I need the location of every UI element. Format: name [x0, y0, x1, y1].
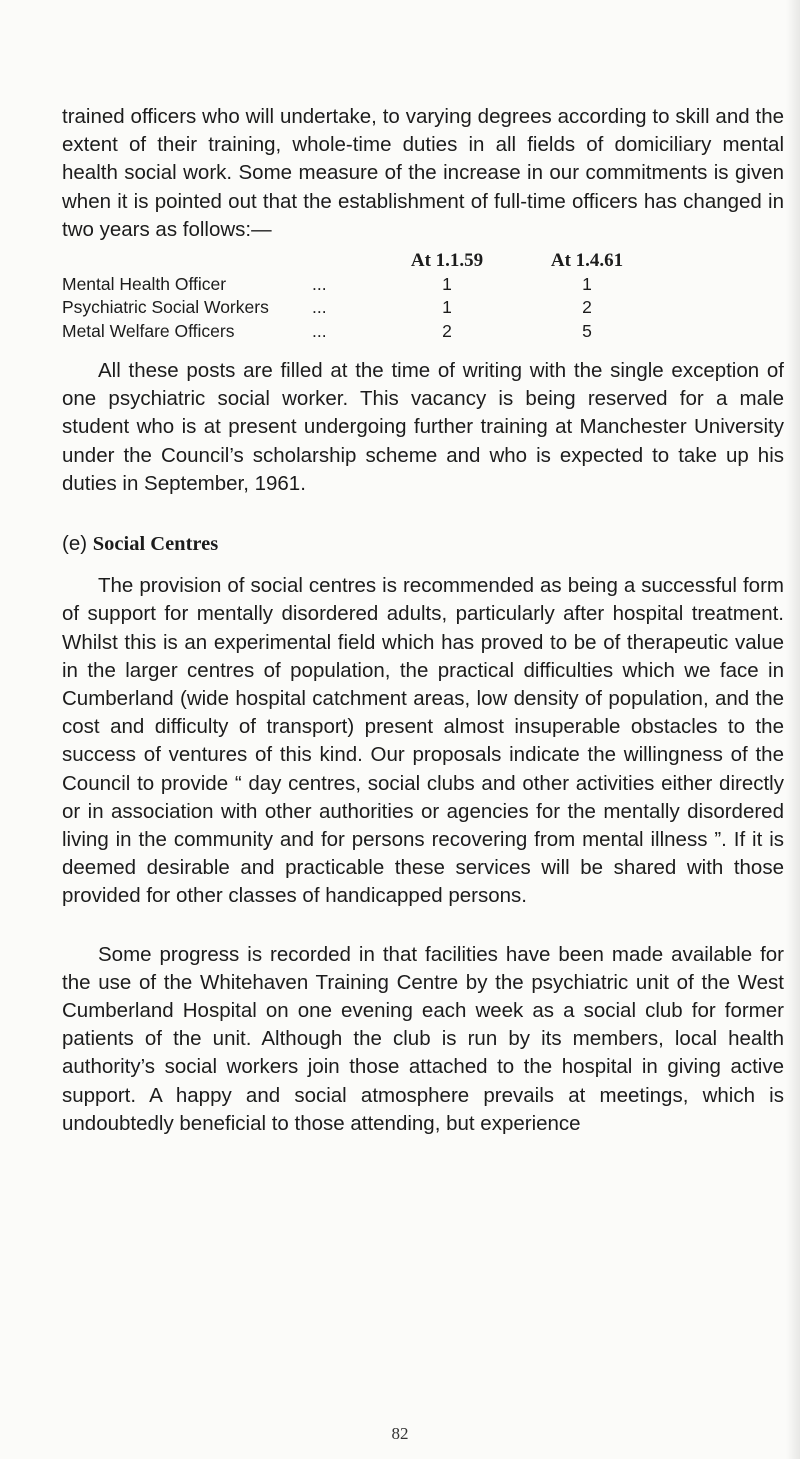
staff-table-dots-header	[312, 249, 392, 273]
staff-row-label: Metal Welfare Officers	[62, 320, 235, 341]
progress-paragraph: Some progress is recorded in that facilities have been made available for the use of the Whitehaven Training Centre by the psychiatric unit of the West Cumberland Hospital on one evening each week as a social club for former patients of the unit. Although the club is run by its members, local health authority’s social workers join those attached to the hospital in giving active support. A happy and social atmosphere prevails at meetings, which is undoubtedly beneficial to those attending, but experience	[62, 942, 784, 1135]
intro-paragraph: trained officers who will undertake, to varying degrees according to skill and the extent of their training, whole-time duties in all fields of domiciliary mental health social work. Some measure of the increase in our commitments is given when it is pointed out that the establishment of full-time officers has changed in two years as follows:—	[62, 105, 784, 241]
staff-row-label: Psychiatric Social Workers	[62, 297, 269, 318]
staff-row-leader: ...	[312, 273, 327, 294]
posts-paragraph: All these posts are filled at the time of writing with the single exception of one psychiatric social worker. This vacancy is being reserved for a male student who is at present undergoing further training at Manchester University under the Council’s scholarship scheme and who is expected to take up his duties in September, 1961.	[62, 359, 784, 495]
staff-row-value-1961: 5	[582, 320, 592, 341]
staff-row-value-1959: 2	[442, 320, 452, 341]
document-page	[62, 103, 784, 1138]
staff-row-value-1961: 1	[582, 273, 592, 294]
staff-row-label: Mental Health Officer	[62, 273, 227, 294]
staff-table-header-row	[62, 249, 672, 273]
staff-row-value-1959: 1	[442, 273, 452, 294]
staff-row-value-1961: 2	[582, 297, 592, 318]
staff-table-header-1959: At 1.1.59	[410, 250, 484, 272]
social-centres-paragraph: The provision of social centres is recommended as being a successful form of support for mentally disordered adults, particularly after hospital treatment. Whilst this is an experimental field which has proved to be of therapeutic value in the larger centres of population, the practical difficulties which we face in Cumberland (wide hospital catchment areas, low density of population, and the cost and difficulty of transport) present almost insuperable obstacles to the success of ventures of this kind. Our proposals indicate the willingness of the Council to provide “ day centres, social clubs and other activities either directly or in association with other authorities or agencies for the mentally disordered living in the community and for persons recovering from mental illness ”. If it is deemed desirable and practicable these services will be shared with those provided for other classes of handicapped persons.	[62, 574, 784, 908]
table-row	[62, 273, 672, 297]
table-row	[62, 320, 672, 344]
section-title: Social Centres	[92, 533, 219, 556]
staff-table	[62, 249, 672, 343]
paragraph-gap	[62, 911, 784, 941]
page-edge-shadow	[786, 0, 800, 1459]
staff-row-value-1959: 1	[442, 297, 452, 318]
staff-table-label-header	[62, 249, 312, 273]
staff-row-leader: ...	[312, 320, 327, 341]
section-heading	[62, 530, 784, 558]
page-number: 82	[391, 1424, 409, 1443]
staff-table-header-1961: At 1.4.61	[550, 250, 624, 272]
staff-row-leader: ...	[312, 297, 327, 318]
section-marker: (e)	[62, 532, 88, 556]
table-row	[62, 296, 672, 320]
